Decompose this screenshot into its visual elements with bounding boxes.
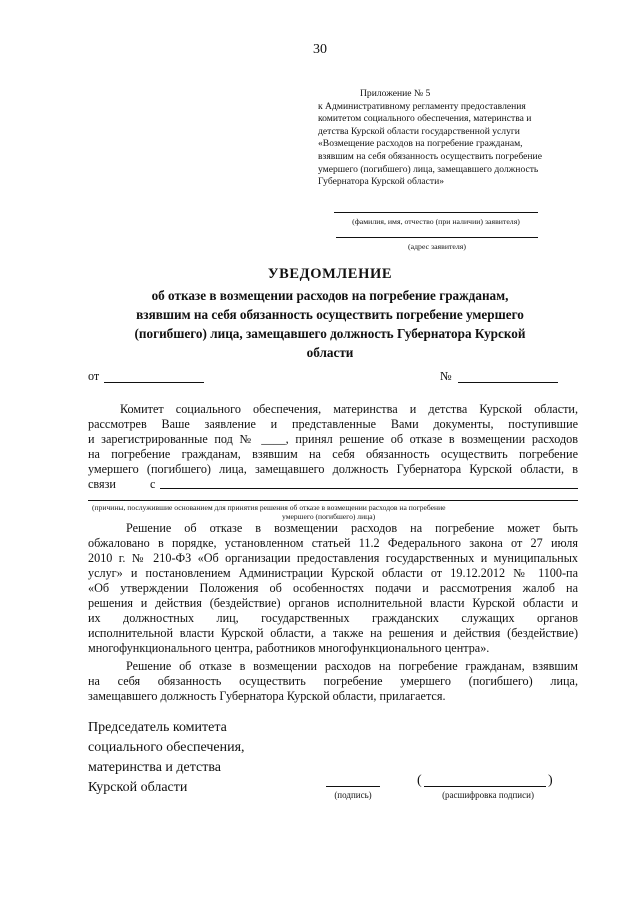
body-line: обжаловано в порядке, установленном статьей 11.2 Федерального закона от 27 июля [88, 536, 578, 550]
page-number: 30 [313, 42, 327, 57]
body-line: замещавшего должность Губернатора Курской области, прилагается. [88, 689, 446, 703]
body-line: рассмотрев Ваше заявление и представленные Вами документы, поступившие [88, 417, 578, 431]
appendix-line: детства Курской области государственной услуги [318, 125, 520, 137]
document-subtitle [70, 286, 590, 362]
body-line: Решение об отказе в возмещении расходов на погребение может быть [126, 521, 578, 535]
body-line: Решение об отказе в возмещении расходов на погребение гражданам, взявшим [126, 659, 578, 673]
signature-field-line[interactable] [326, 786, 380, 787]
body-line: многофункционального центра, работников многофункционального центра». [88, 641, 490, 655]
subtitle-line: области [306, 345, 354, 360]
subtitle-line: (погибшего) лица, замещавшего должность Губернатора Курской [134, 326, 526, 341]
applicant-address-line[interactable] [336, 237, 538, 238]
decoding-field-line[interactable] [424, 786, 546, 787]
appendix-line: «Возмещение расходов на погребение гражданам, [318, 138, 523, 150]
date-field-line[interactable] [104, 382, 204, 383]
body-line: на себя обязанность осуществить погребение умершего (погибшего) лица, [88, 674, 578, 688]
appendix-line: умершего (погибшего) лица, замещавшего должность [318, 163, 539, 175]
decoding-open-paren: ( [417, 773, 422, 788]
applicant-name-line[interactable] [334, 212, 538, 213]
signatory-line: социального обеспечения, [88, 740, 245, 755]
appendix-block [318, 88, 580, 189]
body-line: на погребение гражданам, взявшим на себя обязанность осуществить погребение [88, 447, 578, 461]
applicant-address-caption: (адрес заявителя) [408, 242, 466, 251]
body-line: решения и действия (бездействие) органов исполнительной власти Курской области и [88, 596, 578, 610]
reason-field-line-2[interactable] [88, 500, 578, 501]
signatory-line: Курской области [88, 780, 188, 795]
appendix-line: к Административному регламенту предоставления [318, 100, 526, 112]
body-line: «Об утверждении Положения об особенностях подачи и рассмотрения жалоб на [88, 581, 578, 595]
signatory-line: материнства и детства [88, 760, 221, 775]
body-line: и зарегистрированные под № ____, принял решение об отказе в возмещении расходов [88, 432, 578, 446]
reason-caption: (причины, послужившие основанием для принятия решения об отказе в возмещении расходов на погребение [92, 503, 446, 512]
subtitle-line: взявшим на себя обязанность осуществить погребение умершего [136, 307, 524, 322]
appendix-line: взявшим на себя обязанность осуществить погребение [318, 150, 542, 162]
number-field-line[interactable] [458, 382, 558, 383]
body-line: их должностных лиц, государственных гражданских служащих органов [88, 611, 578, 625]
reason-field-line[interactable] [160, 488, 578, 489]
body-line: с [150, 477, 156, 491]
appendix-line: Губернатора Курской области» [318, 176, 445, 188]
body-line: Комитет социального обеспечения, материнства и детства Курской области, [120, 402, 578, 416]
date-label: от [88, 369, 100, 383]
applicant-name-caption: (фамилия, имя, отчество (при наличии) заявителя) [352, 217, 520, 226]
decoding-caption: (расшифровка подписи) [442, 790, 534, 800]
appendix-line: комитетом социального обеспечения, материнства и [318, 113, 532, 125]
appendix-title: Приложение № 5 [360, 88, 431, 99]
body-line: связи [88, 477, 116, 491]
decoding-close-paren: ) [548, 773, 553, 788]
reason-caption: умершего (погибшего) лица) [282, 512, 376, 521]
body-line: 2010 г. № 210-ФЗ «Об организации предоставления государственных и муниципальных [88, 551, 578, 565]
signature-caption: (подпись) [334, 790, 372, 800]
signatory-position [88, 718, 245, 798]
body-line: услуг» и постановлением Администрации Курской области от 19.12.2012 № 1100-па [88, 566, 578, 580]
document-title: УВЕДОМЛЕНИЕ [267, 266, 393, 282]
body-line: исполнительной власти Курской области, а также на решения и действия (бездействие) [88, 626, 578, 640]
body-line: умершего (погибшего) лица, замещавшего должность Губернатора Курской области, в [88, 462, 578, 476]
signatory-line: Председатель комитета [88, 720, 227, 735]
subtitle-line: об отказе в возмещении расходов на погребение гражданам, [151, 288, 509, 303]
number-label: № [440, 369, 452, 383]
